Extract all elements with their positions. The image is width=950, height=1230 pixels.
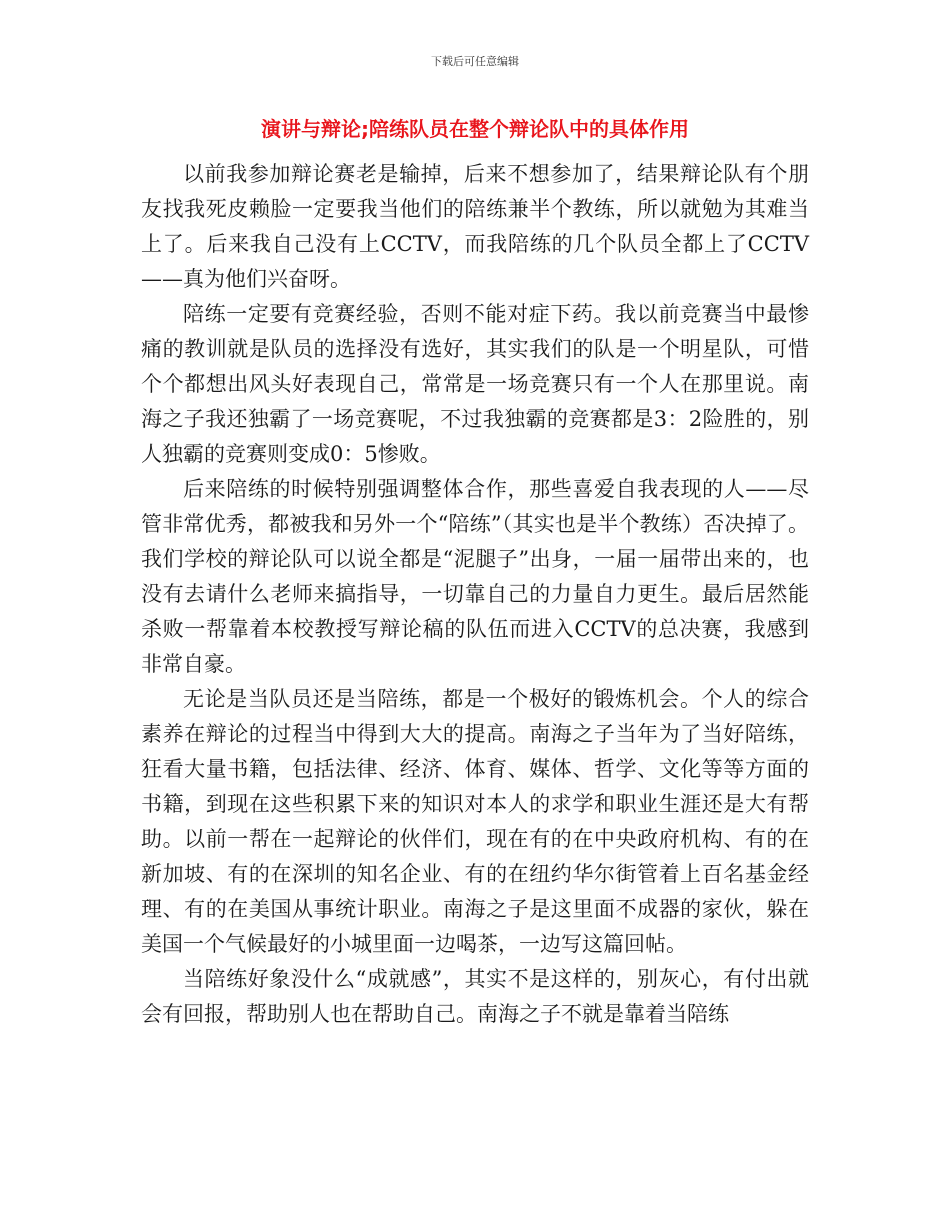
document-body bbox=[141, 157, 809, 1032]
page-header: 下载后可任意编辑 bbox=[431, 55, 519, 68]
document-title: 演讲与辩论;陪练队员在整个辩论队中的具体作用 bbox=[261, 117, 689, 141]
body-paragraph: 当陪练好象没什么“成就感”，其实不是这样的，别灰心，有付出就会有回报，帮助别人也在帮助自己。南海之子不就是靠着当陪练 bbox=[141, 967, 809, 1026]
body-paragraph: 陪练一定要有竞赛经验，否则不能对症下药。我以前竞赛当中最惨痛的教训就是队员的选择没有选好，其实我们的队是一个明星队，可惜个个都想出风头好表现自己，常常是一场竞赛只有一个人在那里说。南海之子我还独霸了一场竞赛呢，不过我独霸的竞赛都是3：2险胜的，别人独霸的竞赛则变成0：5惨败。 bbox=[141, 302, 809, 466]
body-paragraph: 后来陪练的时候特别强调整体合作，那些喜爱自我表现的人——尽管非常优秀，都被我和另外一个“陪练”（其实也是半个教练）否决掉了。我们学校的辩论队可以说全都是“泥腿子”出身，一届一届带出来的，也没有去请什么老师来搞指导，一切靠自己的力量自力更生。最后居然能杀败一帮靠着本校教授写辩论稿的队伍而进入CCTV的总决赛，我感到非常自豪。 bbox=[141, 477, 809, 676]
body-paragraph: 以前我参加辩论赛老是输掉，后来不想参加了，结果辩论队有个朋友找我死皮赖脸一定要我当他们的陪练兼半个教练，所以就勉为其难当上了。后来我自己没有上CCTV，而我陪练的几个队员全都上了CCTV——真为他们兴奋呀。 bbox=[141, 162, 809, 291]
body-paragraph: 无论是当队员还是当陪练，都是一个极好的锻炼机会。个人的综合素养在辩论的过程当中得到大大的提高。南海之子当年为了当好陪练，狂看大量书籍，包括法律、经济、体育、媒体、哲学、文化等等方面的书籍，到现在这些积累下来的知识对本人的求学和职业生涯还是大有帮助。以前一帮在一起辩论的伙伴们，现在有的在中央政府机构、有的在新加坡、有的在深圳的知名企业、有的在纽约华尔街管着上百名基金经理、有的在美国从事统计职业。南海之子是这里面不成器的家伙，躲在美国一个气候最好的小城里面一边喝茶，一边写这篇回帖。 bbox=[141, 687, 809, 956]
